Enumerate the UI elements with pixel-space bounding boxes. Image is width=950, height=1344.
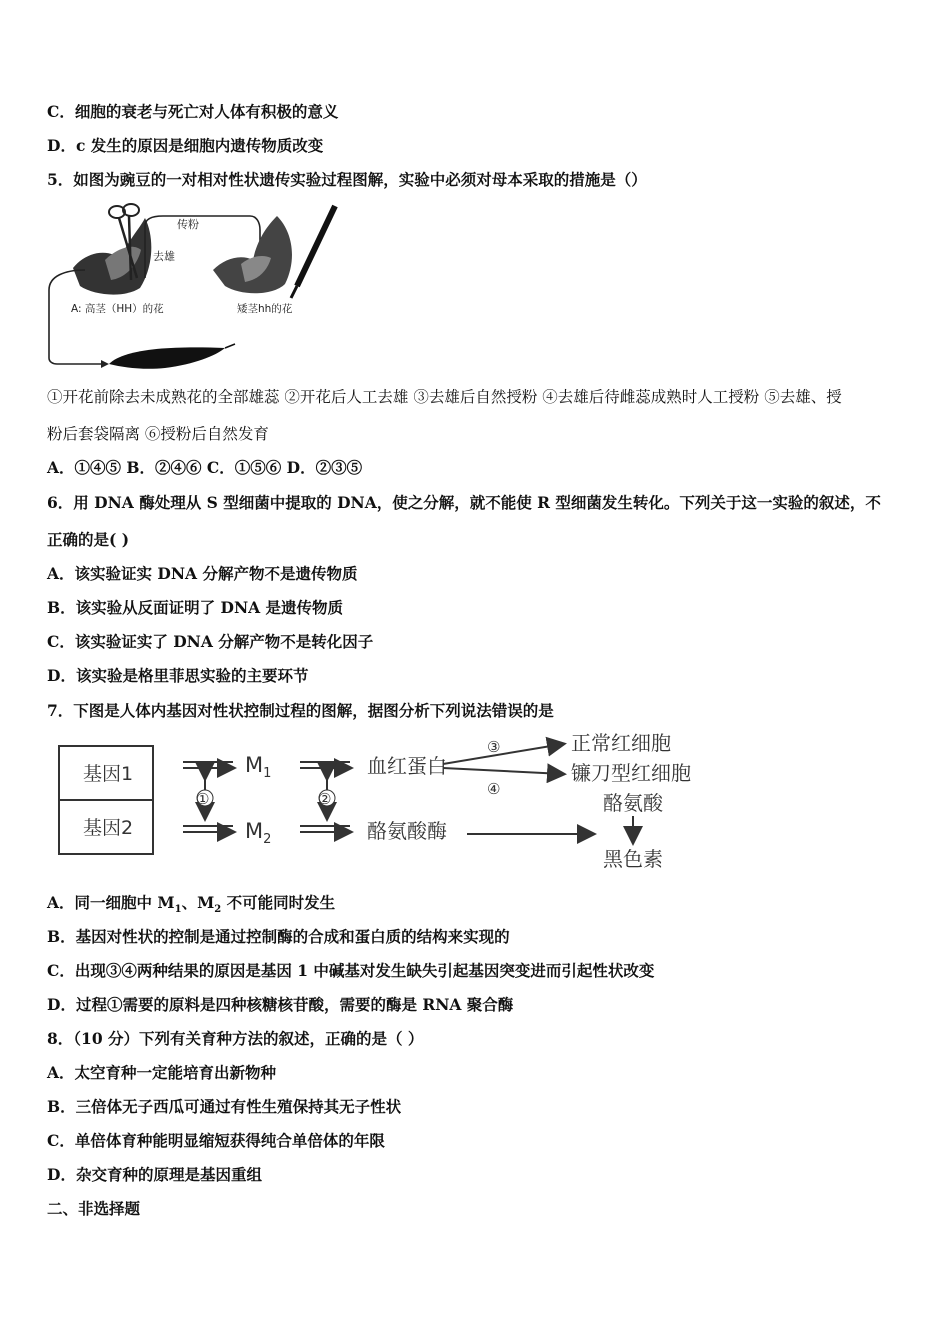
brush-icon [291,206,335,298]
normal-rbc-label: 正常红细胞 [571,731,671,755]
q8-stem: 8．（10 分）下列有关育种方法的叙述，正确的是（ ） [47,1029,424,1048]
q8-option-d: D．杂交育种的原理是基因重组 [47,1165,262,1184]
q7-option-b: B．基因对性状的控制是通过控制酶的合成和蛋白质的结构来实现的 [47,927,510,946]
q5-measures-line2: 粉后套袋隔离 ⑥授粉后自然发育 [47,425,269,443]
tyrosinase-label: 酪氨酸酶 [367,819,447,843]
q6-option-a: A．该实验证实 DNA 分解产物不是遗传物质 [47,564,358,583]
q6-option-c: C．该实验证实了 DNA 分解产物不是转化因子 [47,632,374,651]
section-heading: 二、非选择题 [47,1199,141,1218]
q5-measures-line1: ①开花前除去未成熟花的全部雄蕊 ②开花后人工去雄 ③去雄后自然授粉 ④去雄后待雌蕊成熟时人工授粉 ⑤去雄、授 [47,388,842,406]
q7-stem: 7．下图是人体内基因对性状控制过程的图解，据图分析下列说法错误的是 [47,701,554,720]
sickle-rbc-label: 镰刀型红细胞 [571,761,691,785]
q5-stem: 5．如图为豌豆的一对相对性状遗传实验过程图解，实验中必须对母本采取的措施是（） [47,170,647,189]
q6-stem-line2: 正确的是( ) [47,530,130,549]
q8-option-c: C．单倍体育种能明显缩短获得纯合单倍体的年限 [47,1131,385,1150]
gene2-label: 基因2 [83,817,134,839]
step2-label: ② [318,790,332,808]
q7-option-a: A．同一细胞中 $M_1$、$M_2$ 不可能同时发生 [47,893,336,916]
q4-option-c: C．细胞的衰老与死亡对人体有积极的意义 [47,102,339,121]
q6-stem-line1: 6．用 DNA 酶处理从 S 型细菌中提取的 DNA，使之分解，就不能使 R 型细菌发生转化。下列关于这一实验的叙述，不 [47,493,881,512]
label-emasculation: 去雄 [153,250,175,263]
q8-option-a: A．太空育种一定能培育出新物种 [47,1063,277,1082]
q5-options: A．①④⑤ B．②④⑥ C．①⑤⑥ D．②③⑤ [47,458,363,477]
q8-option-b: B．三倍体无子西瓜可通过有性生殖保持其无子性状 [47,1097,402,1116]
q6-option-d: D．该实验是格里菲思实验的主要环节 [47,666,309,685]
m2-label: $M_2$ [245,819,272,847]
label-flower-a: A: 高茎（HH）的花 [71,303,164,315]
pea-pod [109,347,225,368]
q4-option-d: D．c 发生的原因是细胞内遗传物质改变 [47,136,324,155]
q7-gene-control-figure [55,730,725,880]
step1-label: ① [196,790,210,808]
q5-pea-pollination-figure [45,198,345,370]
label-pollination: 传粉 [177,218,199,231]
hemoglobin-label: 血红蛋白 [367,754,447,778]
q7-option-c: C．出现③④两种结果的原因是基因 1 中碱基对发生缺失引起基因突变进而引起性状改变 [47,961,655,980]
label-flower-b: 矮茎hh的花 [237,303,293,315]
step3-label: ③ [487,738,501,756]
q6-option-b: B．该实验从反面证明了 DNA 是遗传物质 [47,598,344,617]
step4-label: ④ [487,780,501,798]
melanin-label: 黑色素 [603,847,663,871]
flower-b-petal [213,216,292,293]
gene1-label: 基因1 [83,763,134,785]
q7-option-d: D．过程①需要的原料是四种核糖核苷酸，需要的酶是 RNA 聚合酶 [47,995,514,1014]
tyrosine-label: 酪氨酸 [603,791,663,815]
m1-label: $M_1$ [245,753,272,781]
